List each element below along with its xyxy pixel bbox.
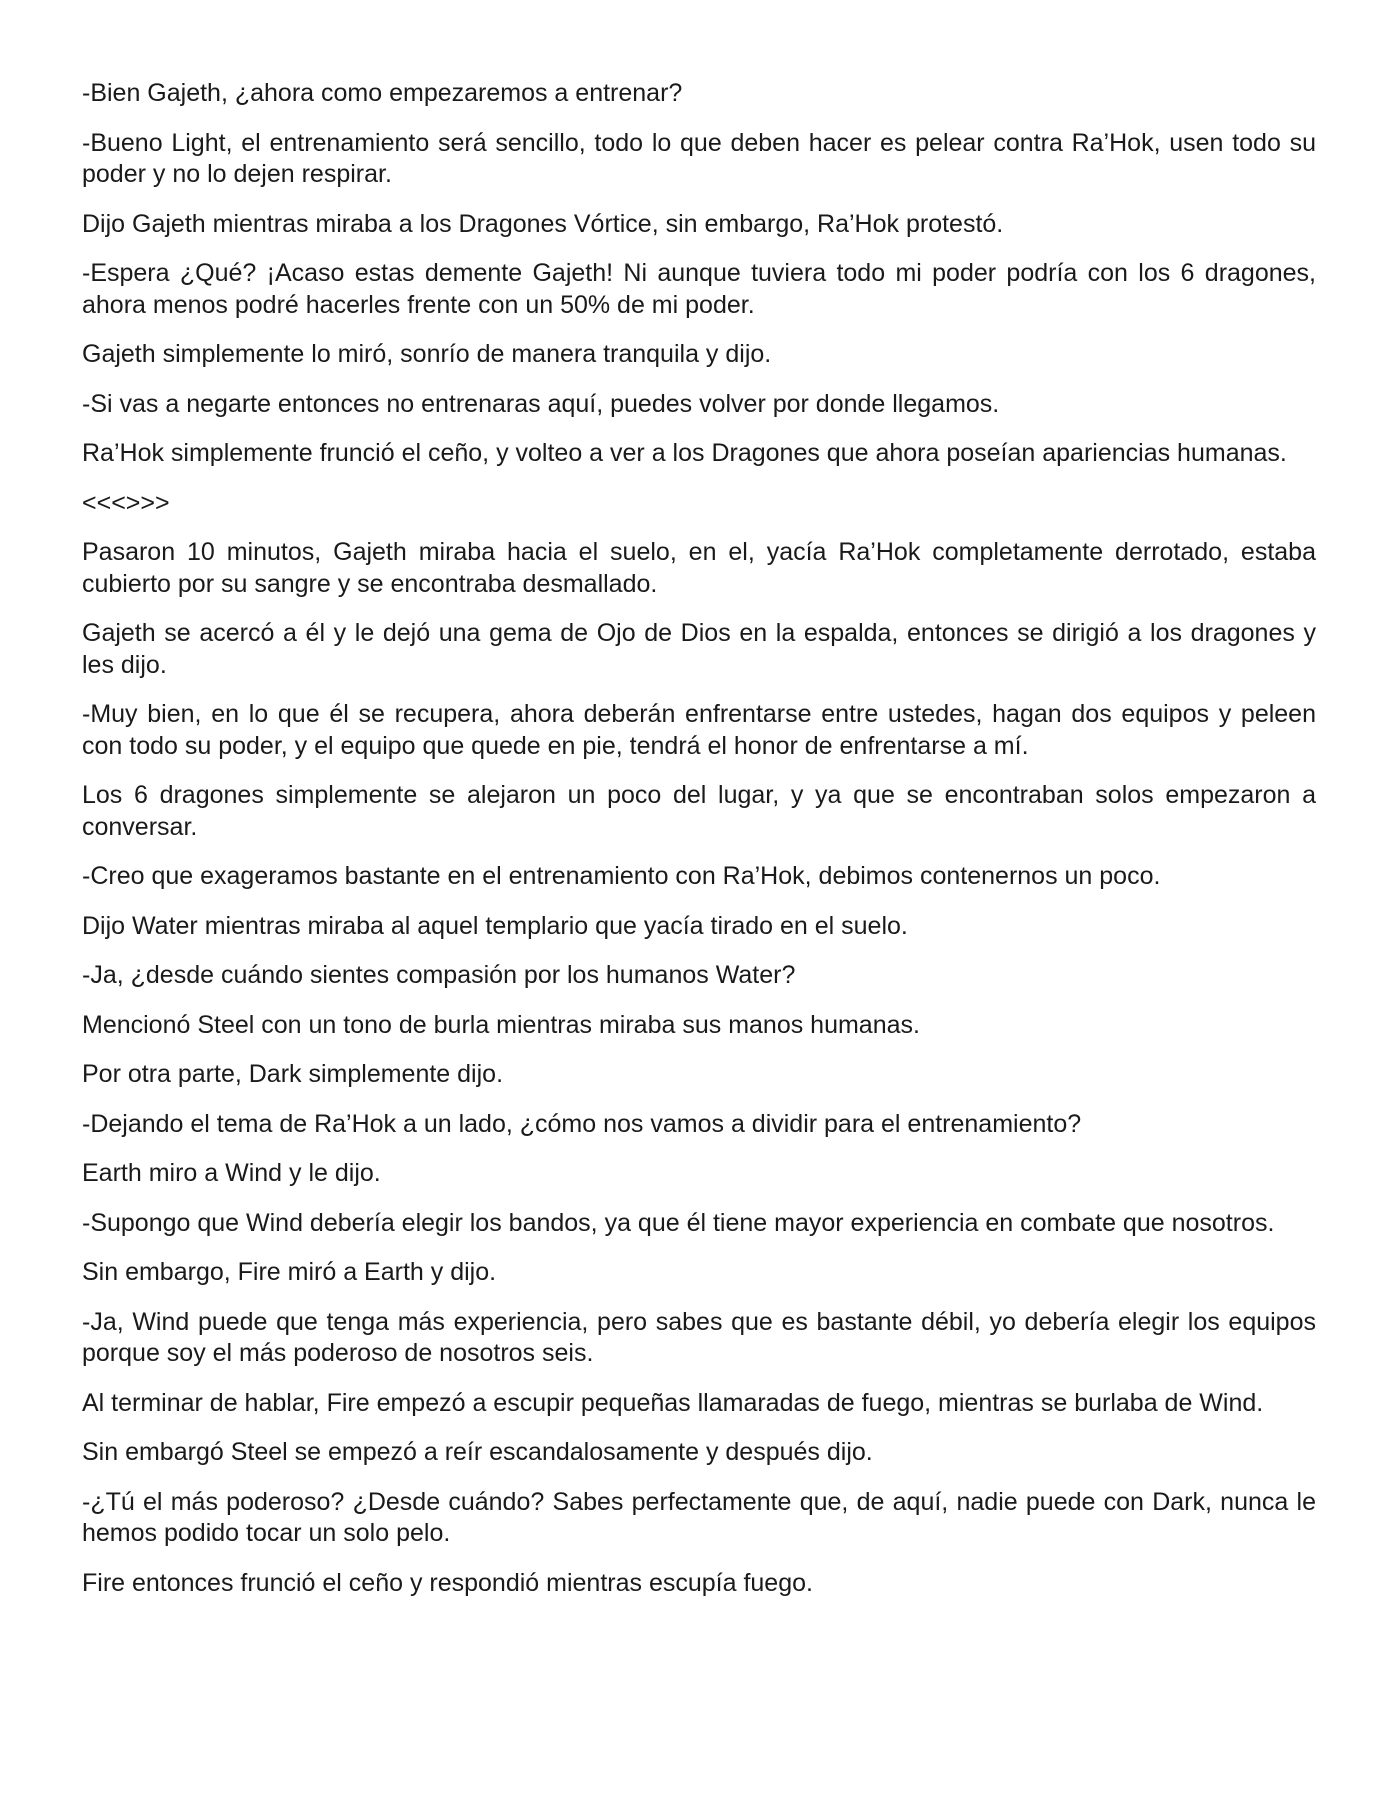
- paragraph: Mencionó Steel con un tono de burla mientras miraba sus manos humanas.: [82, 1010, 920, 1039]
- paragraph: -Si vas a negarte entonces no entrenaras aquí, puedes volver por donde llegamos.: [82, 389, 1000, 418]
- paragraph: Por otra parte, Dark simplemente dijo.: [82, 1060, 504, 1088]
- paragraph: -Bueno Light, el entrenamiento será sencillo, todo lo que deben hacer es pelear contra Ra’Hok, usen todo su poder y no lo dejen respirar.: [82, 128, 1316, 188]
- document-page: [82, 78, 1316, 1617]
- paragraph: -Espera ¿Qué? ¡Acaso estas demente Gajeth! Ni aunque tuviera todo mi poder podría con los 6 dragones, ahora menos podré hacerles frente con un 50% de mi poder.: [82, 259, 1316, 319]
- paragraph: -Muy bien, en lo que él se recupera, ahora deberán enfrentarse entre ustedes, hagan dos equipos y peleen con todo su poder, y el equipo que quede en pie, tendrá el honor de enfrentarse a mí.: [82, 700, 1316, 760]
- paragraph: Sin embargó Steel se empezó a reír escandalosamente y después dijo.: [82, 1438, 873, 1466]
- paragraph: Gajeth se acercó a él y le dejó una gema de Ojo de Dios en la espalda, entonces se dirigió a los dragones y les dijo.: [82, 619, 1316, 679]
- paragraph: -¿Tú el más poderoso? ¿Desde cuándo? Sabes perfectamente que, de aquí, nadie puede con Dark, nunca le hemos podido tocar un solo pelo.: [82, 1487, 1316, 1547]
- paragraph: Ra’Hok simplemente frunció el ceño, y volteo a ver a los Dragones que ahora poseían apariencias humanas.: [82, 439, 1287, 467]
- paragraph: Fire entonces frunció el ceño y respondió mientras escupía fuego.: [82, 1568, 813, 1597]
- paragraph: Gajeth simplemente lo miró, sonrío de manera tranquila y dijo.: [82, 340, 772, 368]
- paragraph: Sin embargo, Fire miró a Earth y dijo.: [82, 1258, 497, 1286]
- paragraph: -Ja, Wind puede que tenga más experiencia, pero sabes que es bastante débil, yo debería elegir los equipos porque soy el más poderoso de nosotros seis.: [82, 1307, 1316, 1367]
- paragraph: -Bien Gajeth, ¿ahora como empezaremos a entrenar?: [82, 79, 683, 107]
- paragraph: -Dejando el tema de Ra’Hok a un lado, ¿cómo nos vamos a dividir para el entrenamiento?: [82, 1109, 1082, 1138]
- paragraph: Los 6 dragones simplemente se alejaron un poco del lugar, y ya que se encontraban solos empezaron a conversar.: [82, 781, 1316, 841]
- paragraph: Al terminar de hablar, Fire empezó a escupir pequeñas llamaradas de fuego, mientras se burlaba de Wind.: [82, 1388, 1264, 1417]
- paragraph: Earth miro a Wind y le dijo.: [82, 1159, 381, 1187]
- paragraph: -Supongo que Wind debería elegir los bandos, ya que él tiene mayor experiencia en combate que nosotros.: [82, 1208, 1275, 1237]
- paragraph: Dijo Water mientras miraba al aquel templario que yacía tirado en el suelo.: [82, 911, 908, 940]
- paragraph: Dijo Gajeth mientras miraba a los Dragones Vórtice, sin embargo, Ra’Hok protestó.: [82, 209, 1004, 238]
- paragraph: Pasaron 10 minutos, Gajeth miraba hacia el suelo, en el, yacía Ra’Hok completamente derrotado, estaba cubierto por su sangre y se encontraba desmallado.: [82, 538, 1316, 598]
- paragraph: -Ja, ¿desde cuándo sientes compasión por los humanos Water?: [82, 961, 796, 989]
- paragraph: -Creo que exageramos bastante en el entrenamiento con Ra’Hok, debimos contenernos un poco.: [82, 862, 1161, 890]
- section-break: <<<>>>: [82, 488, 170, 517]
